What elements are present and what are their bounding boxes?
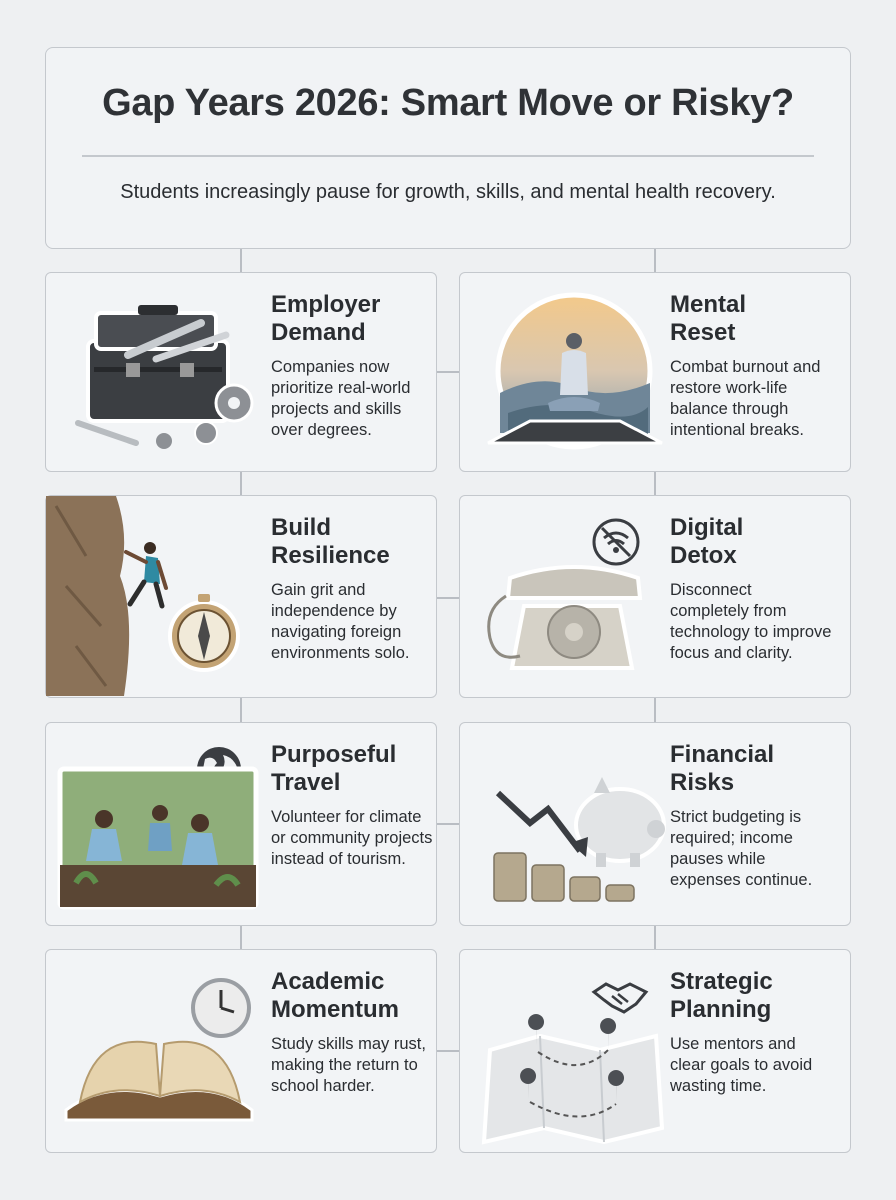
connector: [240, 926, 242, 950]
card-employer-demand: [45, 272, 437, 472]
card-title: Mental Reset: [670, 291, 747, 346]
card-build-resilience: [45, 495, 437, 698]
card-body: Companies now prioritize real-world projects and skills over degrees.: [271, 358, 411, 439]
map-route-icon: [470, 1010, 675, 1150]
connector: [437, 823, 459, 825]
connector: [654, 472, 656, 496]
card-body: Use mentors and clear goals to avoid wasting time.: [670, 1035, 813, 1095]
connector: [654, 698, 656, 722]
connector: [437, 597, 459, 599]
card-title: Employer Demand: [271, 291, 381, 346]
card-title: Build Resilience: [271, 514, 390, 569]
climber-compass-icon: [46, 496, 261, 696]
card-body: Study skills may rust, making the return to school harder.: [271, 1035, 426, 1095]
card-body: Combat burnout and restore work-life balance through intentional breaks.: [670, 358, 821, 439]
page-title: Gap Years 2026: Smart Move or Risky?: [102, 82, 794, 124]
card-title: Academic Momentum: [271, 968, 399, 1023]
header-divider: [82, 155, 814, 157]
card-body: Disconnect completely from technology to improve focus and clarity.: [670, 581, 832, 662]
toolbox-icon: [56, 283, 261, 468]
connector: [437, 371, 459, 373]
card-body: Gain grit and independence by navigating foreign environments solo.: [271, 581, 410, 662]
card-body: Strict budgeting is required; income pauses while expenses continue.: [670, 808, 813, 889]
card-digital-detox: [459, 495, 851, 698]
card-academic-momentum: [45, 949, 437, 1153]
card-financial-risks: [459, 722, 851, 926]
card-title: Digital Detox: [670, 514, 744, 569]
open-book-clock-icon: [56, 960, 261, 1145]
connector: [654, 926, 656, 950]
header-panel: [45, 47, 851, 249]
connector: [654, 249, 656, 273]
card-title: Purposeful Travel: [271, 741, 397, 796]
connector: [240, 698, 242, 722]
card-mental-reset: [459, 272, 851, 472]
card-title: Strategic Planning: [670, 968, 773, 1023]
card-purposeful-travel: [45, 722, 437, 926]
page-subtitle: Students increasingly pause for growth, skills, and mental health recovery.: [120, 181, 776, 203]
connector: [240, 472, 242, 496]
volunteers-garden-image: [56, 765, 261, 915]
piggy-bank-icon: [470, 733, 675, 918]
card-strategic-planning: [459, 949, 851, 1153]
card-body: Volunteer for climate or community projects instead of tourism.: [271, 808, 433, 868]
connector: [240, 249, 242, 273]
connector: [437, 1050, 459, 1052]
rotary-phone-icon: [470, 506, 675, 691]
card-title: Financial Risks: [670, 741, 775, 796]
meditation-icon: [470, 283, 675, 468]
